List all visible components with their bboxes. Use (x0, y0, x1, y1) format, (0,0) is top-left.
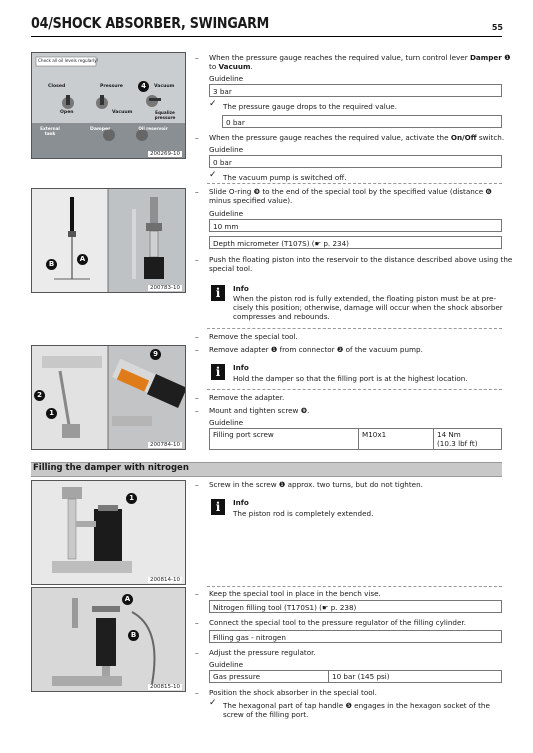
check-icon: ✓ (209, 99, 217, 109)
guideline-label: Guideline (209, 660, 244, 669)
step-turn-lever: – When the pressure gauge reaches the required value, turn control lever Damper ❶ to Vacuum. (195, 53, 511, 71)
tool-box-depth-micrometer: Depth micrometer (T107S) (☛ p. 234) (209, 236, 502, 249)
info-icon: i (211, 285, 225, 301)
spec-table-gas-pressure (209, 670, 502, 683)
step-push-piston: – Push the floating piston into the reservoir to the distance described above using the special tool. (195, 255, 513, 273)
callout-9: 9 (150, 349, 161, 360)
callout-1: 1 (46, 408, 57, 419)
page-number: 55 (491, 23, 503, 32)
section-title: Filling the damper with nitrogen (33, 463, 189, 473)
value-box-0bar: 0 bar (222, 115, 502, 128)
photo-caption: 200814-10 (150, 577, 180, 583)
info-icon: i (211, 364, 225, 380)
table-row (210, 429, 502, 450)
damper-illustration (32, 481, 185, 584)
table-row (210, 671, 502, 683)
label-vacuum-2: Vacuum (112, 110, 133, 115)
photo-caption: 200783-10 (150, 285, 180, 291)
label-equalize: Equalize pressure (154, 110, 176, 120)
callout-4: 4 (138, 81, 149, 92)
photo-caption: 200784-10 (150, 442, 180, 448)
step-position-absorber: – Position the shock absorber in the special tool. (195, 688, 377, 697)
special-tool-illustration (32, 189, 185, 292)
separator (207, 328, 502, 329)
info-text: The piston rod is completely extended. (233, 509, 374, 518)
step-connect-tool: – Connect the special tool to the pressure regulator of the filling cylinder. (195, 618, 466, 627)
callout-a: A (77, 254, 88, 265)
guideline-label: Guideline (209, 418, 244, 427)
step-remove-adapter-2: – Remove the adapter. (195, 393, 285, 402)
nitrogen-tool-illustration (32, 588, 185, 691)
photo-caption: 200269-10 (150, 151, 180, 157)
guideline-label: Guideline (209, 145, 244, 154)
callout-a: A (122, 594, 133, 605)
table-cell: Filling port screw (210, 429, 359, 450)
step-slide-oring: – Slide O-ring ❾ to the end of the special tool by the specified value (distance ❻ minus specified value). (195, 187, 492, 205)
info-title: Info (233, 363, 249, 372)
label-external-tank: External tank (40, 126, 60, 136)
adapter-illustration (32, 346, 185, 449)
check-result: ✓ The vacuum pump is switched off. (209, 170, 347, 182)
label-oil-reservoir: Oil reservoir (138, 126, 168, 131)
page-title: 04/SHOCK ABSORBER, SWINGARM (31, 14, 270, 32)
table-cell: 10 bar (145 psi) (329, 671, 502, 683)
guideline-label: Guideline (209, 209, 244, 218)
photo-control-panel (31, 52, 186, 159)
label-damper: Damper (90, 127, 111, 132)
value-box-3bar: 3 bar (209, 84, 502, 97)
label-open: Open (60, 110, 74, 115)
step-adjust-regulator: – Adjust the pressure regulator. (195, 648, 316, 657)
guideline-label: Guideline (209, 74, 244, 83)
separator (207, 183, 502, 184)
photo-nitrogen-tool (31, 587, 186, 692)
info-icon: i (211, 499, 225, 515)
material-box-gas: Filling gas - nitrogen (209, 630, 502, 643)
label-vacuum: Vacuum (154, 84, 175, 89)
photo-adapter (31, 345, 186, 450)
table-cell: M10x1 (359, 429, 434, 450)
photo-special-tool (31, 188, 186, 293)
label-closed: Closed (48, 84, 66, 89)
info-title: Info (233, 498, 249, 507)
label-pressure: Pressure (100, 84, 123, 89)
check-result: ✓ The pressure gauge drops to the required value. (209, 99, 398, 111)
step-remove-tool: – Remove the special tool. (195, 332, 298, 341)
photo-damper-screw (31, 480, 186, 585)
step-keep-tool: – Keep the special tool in place in the bench vise. (195, 589, 381, 598)
separator (207, 586, 502, 587)
info-text: Hold the damper so that the filling port is at the highest location. (233, 374, 468, 383)
info-title: Info (233, 284, 249, 293)
callout-2: 2 (34, 390, 45, 401)
check-icon: ✓ (209, 698, 217, 708)
header-rule (31, 36, 502, 37)
tool-box-nitrogen: Nitrogen filling tool (T170S1) (☛ p. 238) (209, 600, 502, 613)
step-screw-in: – Screw in the screw ❶ approx. two turns, but do not tighten. (195, 480, 423, 489)
photo-caption: 200815-10 (150, 684, 180, 690)
check-result: ✓ The hexagonal part of tap handle ❺ engages in the hexagon socket of the screw of the filling port. (209, 698, 490, 719)
callout-1: 1 (126, 493, 137, 504)
step-remove-adapter: – Remove adapter ❶ from connector ❷ of the vacuum pump. (195, 345, 423, 354)
control-panel-illustration (32, 53, 185, 158)
separator (207, 389, 502, 390)
value-box-10mm: 10 mm (209, 219, 502, 232)
step-mount-screw: – Mount and tighten screw ❾. (195, 406, 310, 415)
value-box-0bar: 0 bar (209, 155, 502, 168)
table-cell: 14 Nm (10.3 lbf ft) (434, 429, 502, 450)
callout-b: B (128, 630, 139, 641)
table-cell: Gas pressure (210, 671, 329, 683)
callout-b: B (46, 259, 57, 270)
info-text: When the piston rod is fully extended, the floating piston must be at pre- cisely this position; otherwise, damage will occur when the shock absorber compresses and rebounds. (233, 294, 503, 321)
step-activate-switch: – When the pressure gauge reaches the required value, activate the On/Off switch. (195, 133, 505, 142)
panel-banner: Check all oil levels regularly! (38, 58, 99, 63)
spec-table-filling-port (209, 428, 502, 450)
check-icon: ✓ (209, 170, 217, 180)
